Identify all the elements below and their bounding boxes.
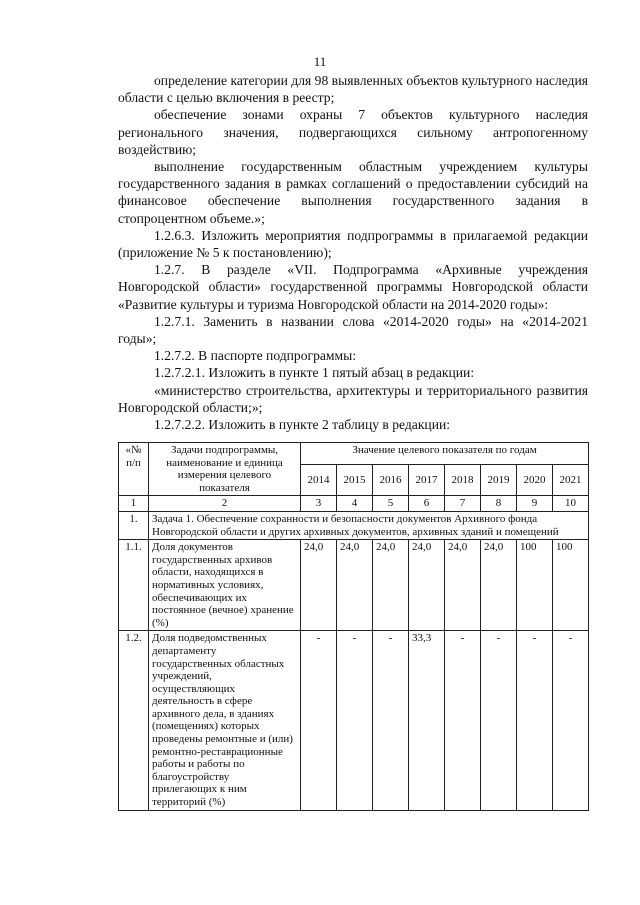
row-value: - [337, 631, 373, 810]
row-value: - [373, 631, 409, 810]
paragraph: «министерство строительства, архитектуры и территориального развития Новгородской области;»; [118, 382, 588, 415]
row-num: 1.1. [119, 540, 149, 631]
row-value: 100 [517, 540, 553, 631]
header-year: 2019 [481, 465, 517, 496]
body-text [118, 72, 588, 433]
task-num: 1. [119, 511, 149, 539]
column-number: 5 [373, 496, 409, 512]
column-number: 3 [301, 496, 337, 512]
row-value: 33,3 [409, 631, 445, 810]
column-number: 10 [553, 496, 589, 512]
column-number: 8 [481, 496, 517, 512]
header-year: 2016 [373, 465, 409, 496]
table-numbering-row [119, 496, 589, 512]
column-number: 6 [409, 496, 445, 512]
header-task: Задачи подпрограммы, наименование и единица измерения целевого показателя [149, 443, 301, 496]
column-number: 2 [149, 496, 301, 512]
header-year: 2020 [517, 465, 553, 496]
column-number: 1 [119, 496, 149, 512]
header-year: 2014 [301, 465, 337, 496]
table-header-row [119, 443, 589, 465]
paragraph: выполнение государственным областным учреждением культуры государственного задания в рамках соглашений о предоставлении субсидий на финансовое обеспечение выполнения государственного задания в стопроцентном объеме.»; [118, 159, 588, 226]
row-value: - [481, 631, 517, 810]
row-num: 1.2. [119, 631, 149, 810]
header-year: 2015 [337, 465, 373, 496]
row-value: 24,0 [373, 540, 409, 631]
header-year: 2021 [553, 465, 589, 496]
header-year: 2017 [409, 465, 445, 496]
paragraph: 1.2.7.1. Заменить в названии слова «2014-2020 годы» на «2014-2021 годы»; [118, 313, 588, 347]
row-value: - [553, 631, 589, 810]
task-row [119, 511, 589, 539]
column-number: 4 [337, 496, 373, 512]
indicators-table [118, 442, 589, 811]
paragraph: определение категории для 98 выявленных объектов культурного наследия области с целью включения в реестр; [118, 73, 588, 106]
paragraph: 1.2.7. В разделе «VII. Подпрограмма «Архивные учреждения Новгородской области» государственной программы Новгородской области «Развитие культуры и туризма Новгородской области на 2014-2020 годы»: [118, 262, 588, 312]
column-number: 7 [445, 496, 481, 512]
row-value: 24,0 [409, 540, 445, 631]
column-number: 9 [517, 496, 553, 512]
header-year: 2018 [445, 465, 481, 496]
table-row [119, 540, 589, 631]
paragraph: 1.2.7.2.1. Изложить в пункте 1 пятый абзац в редакции: [154, 365, 475, 381]
row-name: Доля подведомственных департаменту государственных областных учреждений, осуществляющих деятельность в сфере архивного дела, в зданиях (помещениях) которых проведены ремонтные и (или) ремонтно-реставрационные работы и работы по благоустройству прилегающих к ним территорий (%) [149, 631, 301, 810]
row-value: - [445, 631, 481, 810]
row-name: Доля документов государственных архивов области, находящихся в нормативных условиях, обеспечивающих их постоянное (вечное) хранение (%) [149, 540, 301, 631]
task-text: Задача 1. Обеспечение сохранности и безопасности документов Архивного фонда Новгородской области и других архивных документов, архивных зданий и помещений [149, 511, 589, 539]
table-row [119, 631, 589, 810]
paragraph: 1.2.7.2. В паспорте подпрограммы: [154, 348, 357, 364]
paragraph: 1.2.7.2.2. Изложить в пункте 2 таблицу в редакции: [154, 417, 451, 433]
row-value: - [517, 631, 553, 810]
paragraph: 1.2.6.3. Изложить мероприятия подпрограммы в прилагаемой редакции (приложение № 5 к постановлению); [118, 227, 588, 261]
header-values-group: Значение целевого показателя по годам [301, 443, 589, 465]
row-value: 100 [553, 540, 589, 631]
row-value: 24,0 [337, 540, 373, 631]
paragraph: обеспечение зонами охраны 7 объектов культурного наследия регионального значения, подвергающихся сильному антропогенному воздействию; [118, 107, 588, 157]
row-value: 24,0 [481, 540, 517, 631]
row-value: 24,0 [445, 540, 481, 631]
page-number: 11 [313, 54, 327, 69]
row-value: 24,0 [301, 540, 337, 631]
row-value: - [301, 631, 337, 810]
header-num: «№ п/п [119, 443, 149, 496]
